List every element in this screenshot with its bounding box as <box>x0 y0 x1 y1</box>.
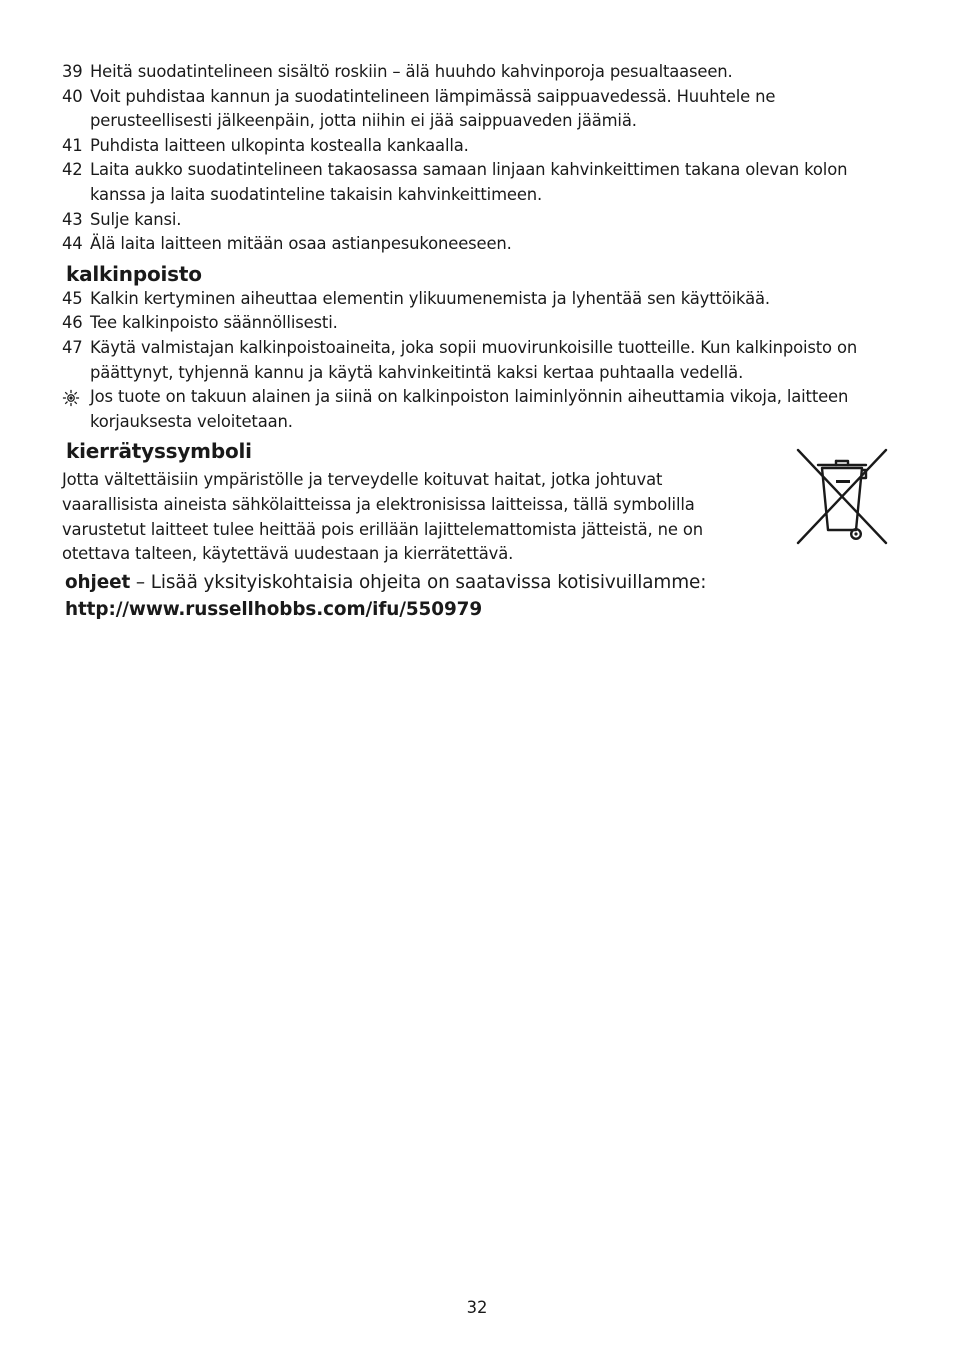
item-number: 42 <box>62 160 83 180</box>
item-text: Voit puhdistaa kannun ja suodatintelineen lämpimässä saippuavedessä. Huuhtele ne perusteellisesti jälkeenpäin, jotta niihin ei jää saippuaveden jäämiä. <box>90 86 776 131</box>
item-number: 39 <box>62 62 83 81</box>
item-text: Älä laita laitteen mitään osaa astianpesukoneeseen. <box>90 234 512 254</box>
recycling-line: varustetut laitteet tulee heittää pois erillään lajittelemattomista jätteistä, ne on <box>62 519 703 539</box>
section-heading-recycling: kierrätyssymboli <box>66 439 252 464</box>
list-item <box>62 336 892 385</box>
sun-warning-icon <box>62 389 80 407</box>
instructions-line <box>65 569 892 596</box>
item-number: 44 <box>62 234 83 254</box>
item-number: 45 <box>62 288 83 308</box>
item-text: Puhdista laitteen ulkopinta kostealla kankaalla. <box>90 135 469 155</box>
item-number: 41 <box>62 135 83 155</box>
list-item <box>62 60 892 85</box>
item-number: 46 <box>62 313 83 333</box>
list-item <box>62 158 892 207</box>
recycling-section <box>62 468 892 566</box>
list-item <box>62 311 892 336</box>
page-number: 32 <box>466 1298 488 1317</box>
list-item <box>62 85 892 134</box>
warning-text: Jos tuote on takuun alainen ja siinä on kalkinpoiston laiminlyönnin aiheuttamia vikoja, laitteen korjauksesta veloitetaan. <box>90 387 849 431</box>
crossed-out-wheelie-bin-icon <box>796 448 888 546</box>
section-heading-descaling: kalkinpoisto <box>66 261 202 286</box>
page-content <box>62 60 892 623</box>
warning-item <box>62 385 892 434</box>
instructions-url-link[interactable]: http://www.russellhobbs.com/ifu/550979 <box>65 598 483 620</box>
item-number: 40 <box>62 86 83 106</box>
list-item <box>62 232 892 257</box>
list-item <box>62 208 892 233</box>
item-text: Sulje kansi. <box>90 209 182 229</box>
instructions-text: Lisää yksityiskohtaisia ohjeita on saatavissa kotisivuillamme: <box>150 571 707 593</box>
item-text: Tee kalkinpoisto säännöllisesti. <box>90 313 338 333</box>
list-item <box>62 134 892 159</box>
item-number: 43 <box>62 209 83 229</box>
descaling-list <box>62 287 892 435</box>
item-text: Heitä suodatintelineen sisältö roskiin – älä huuhdo kahvinporoja pesualtaaseen. <box>90 62 733 81</box>
recycling-text <box>62 468 752 566</box>
instructions-dash: – <box>130 571 151 593</box>
recycling-line: otettava talteen, käytettävä uudestaan ja kierrätettävä. <box>62 544 514 564</box>
recycling-line: vaarallisista aineista sähkölaitteissa ja elektronisissa laitteissa, tällä symbolilla <box>62 494 695 514</box>
item-text: Käytä valmistajan kalkinpoistoaineita, joka sopii muovirunkoisille tuotteille. Kun kalkinpoisto on päättynyt, tyhjennä kannu ja käytä kahvinkeitintä kaksi kertaa puhtaalla vedellä. <box>90 337 858 382</box>
recycling-line: Jotta vältettäisiin ympäristölle ja terveydelle koituvat haitat, jotka johtuvat <box>62 470 663 490</box>
item-number: 47 <box>62 337 83 357</box>
care-list <box>62 60 892 257</box>
item-text: Kalkin kertyminen aiheuttaa elementin ylikuumenemista ja lyhentää sen käyttöikää. <box>90 288 770 308</box>
list-item <box>62 287 892 312</box>
item-text: Laita aukko suodatintelineen takaosassa samaan linjaan kahvinkeittimen takana olevan kolon kanssa ja laita suodatinteline takaisin kahvinkeittimeen. <box>90 160 848 204</box>
instructions-label: ohjeet <box>65 571 131 593</box>
